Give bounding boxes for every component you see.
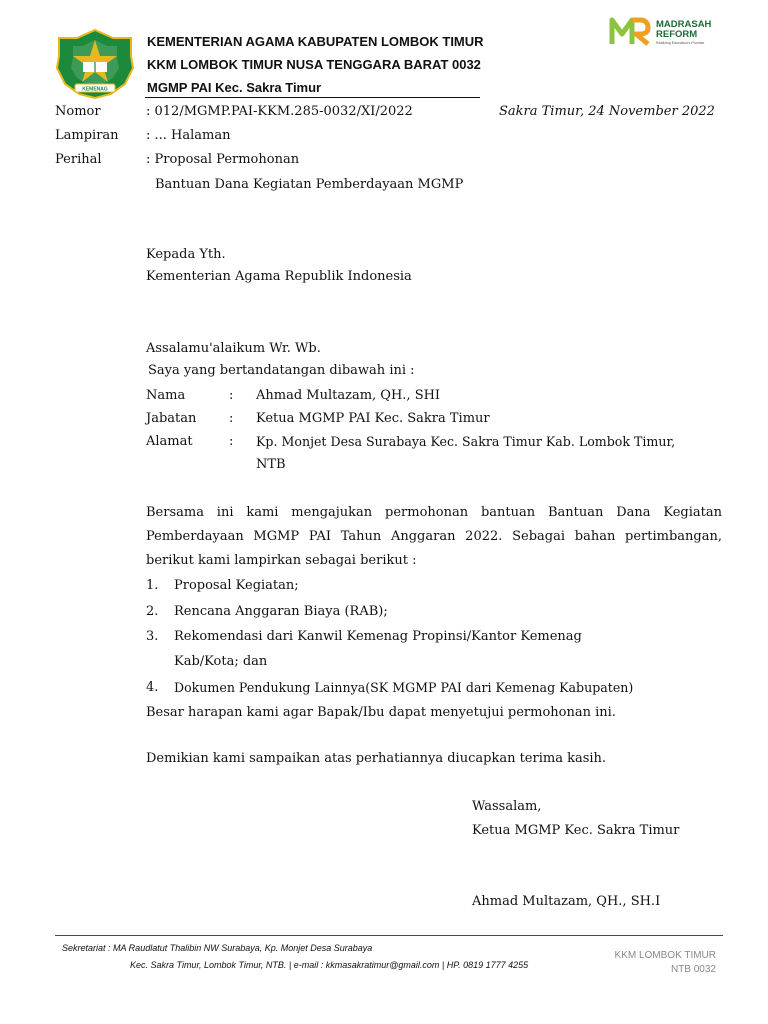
nomor-value: : 012/MGMP.PAI-KKM.285-0032/XI/2022	[146, 104, 413, 119]
jabatan-value: Ketua MGMP PAI Kec. Sakra Timur	[256, 411, 490, 426]
alamat-value: Kp. Monjet Desa Surabaya Kec. Sakra Timur Kab. Lombok Timur,	[256, 434, 676, 449]
kemenag-logo	[55, 28, 135, 100]
nama-label: Nama	[146, 388, 186, 403]
signature-name: Ahmad Multazam, QH., SH.I	[472, 894, 661, 909]
recipient-line2: Kementerian Agama Republik Indonesia	[146, 269, 412, 284]
greeting: Assalamu'alaikum Wr. Wb.	[146, 341, 321, 356]
nama-value: Ahmad Multazam, QH., SHI	[256, 388, 441, 403]
nomor-label: Nomor	[55, 104, 101, 119]
list-item-1-num: 1.	[146, 578, 159, 593]
perihal-label: Perihal	[55, 152, 102, 167]
closing-line: Demikian kami sampaikan atas perhatiannya diucapkan terima kasih.	[146, 751, 607, 766]
lampiran-label: Lampiran	[55, 128, 119, 143]
hope-line: Besar harapan kami agar Bapak/Ibu dapat menyetujui permohonan ini.	[146, 705, 616, 720]
footer-org-line2: NTB 0032	[670, 964, 716, 975]
header-kkm: KKM LOMBOK TIMUR NUSA TENGGARA BARAT 0032	[147, 57, 481, 72]
jabatan-label: Jabatan	[146, 411, 197, 426]
list-item-4: Dokumen Pendukung Lainnya(SK MGMP PAI dari Kemenag Kabupaten)	[174, 680, 634, 695]
intro: Saya yang bertandatangan dibawah ini :	[148, 363, 415, 378]
paragraph-line1: Bersama ini kami mengajukan permohonan bantuan Bantuan Dana Kegiatan	[146, 505, 722, 520]
list-item-2: Rencana Anggaran Biaya (RAB);	[174, 604, 388, 619]
header-ministry: KEMENTERIAN AGAMA KABUPATEN LOMBOK TIMUR	[147, 34, 484, 49]
list-item-4-num: 4.	[146, 680, 159, 695]
alamat-label: Alamat	[146, 434, 193, 449]
reform-title-2: REFORM	[656, 29, 698, 40]
recipient-line1: Kepada Yth.	[146, 247, 226, 262]
footer-divider	[55, 935, 723, 936]
reform-title-1: MADRASAH	[656, 19, 712, 30]
footer-org-line1: KKM LOMBOK TIMUR	[614, 950, 716, 961]
list-item-1: Proposal Kegiatan;	[174, 578, 299, 593]
perihal-value: : Proposal Permohonan	[146, 152, 300, 167]
signature-title: Ketua MGMP Kec. Sakra Timur	[472, 823, 680, 838]
header-divider	[145, 97, 480, 98]
alamat-colon: :	[229, 434, 234, 449]
list-item-3-num: 3.	[146, 629, 159, 644]
lampiran-value: : ... Halaman	[146, 128, 231, 143]
footer-address-line2: Kec. Sakra Timur, Lombok Timur, NTB. | e-mail : kkmasakratimur@gmail.com | HP. 0819 1777 4255	[130, 960, 529, 970]
jabatan-colon: :	[229, 411, 234, 426]
nama-colon: :	[229, 388, 234, 403]
kemenag-logo-text: KEMENAG	[82, 86, 108, 93]
paragraph-line2: Pemberdayaan MGMP PAI Tahun Anggaran 2022. Sebagai bahan pertimbangan,	[146, 529, 722, 544]
paragraph-line3: berikut kami lampirkan sebagai berikut :	[146, 553, 417, 568]
reform-tagline: Realizing Education's Promise	[656, 41, 705, 45]
signature-salam: Wassalam,	[472, 799, 542, 814]
footer-address-line1: Sekretariat : MA Raudlatut Thalibin NW Surabaya, Kp. Monjet Desa Surabaya	[62, 943, 373, 953]
list-item-2-num: 2.	[146, 604, 159, 619]
madrasah-reform-logo	[608, 14, 738, 50]
list-item-3: Rekomendasi dari Kanwil Kemenag Propinsi/Kantor Kemenag	[174, 629, 582, 644]
perihal-continuation: Bantuan Dana Kegiatan Pemberdayaan MGMP	[155, 177, 464, 192]
place-date: Sakra Timur, 24 November 2022	[499, 104, 715, 119]
alamat-continuation: NTB	[256, 457, 286, 472]
header-mgmp: MGMP PAI Kec. Sakra Timur	[147, 80, 322, 95]
list-item-3-continuation: Kab/Kota; dan	[174, 654, 268, 669]
